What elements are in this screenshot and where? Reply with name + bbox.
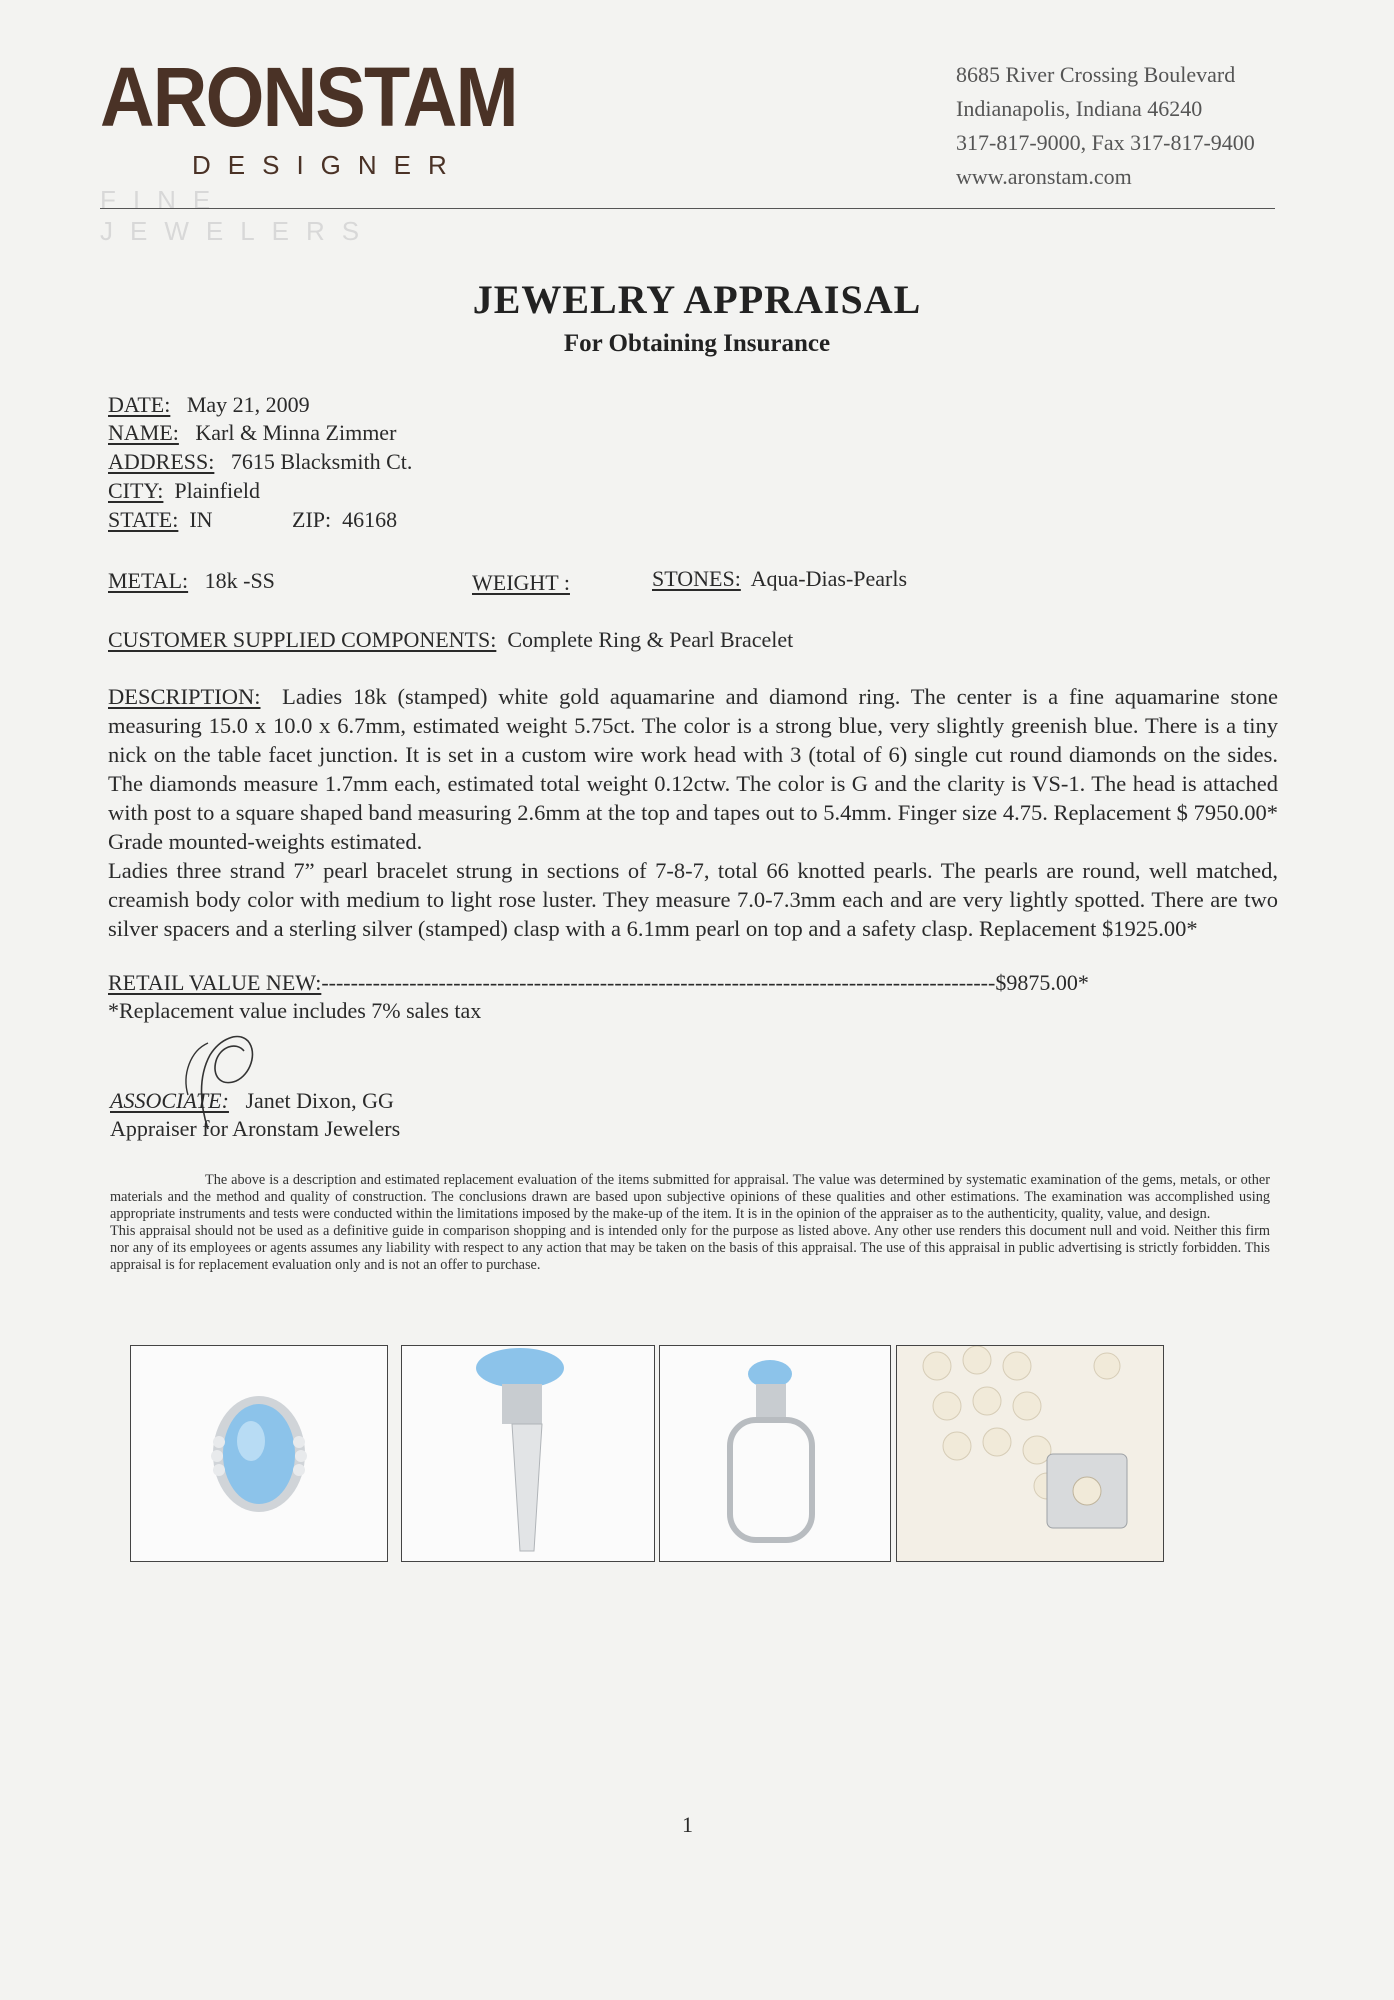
company-address [956,58,1255,194]
retail-leader: -------------------------------------------------------------------------------------------- [321,970,996,995]
logo-wordmark: ARONSTAM [100,50,517,144]
city-label: CITY: [108,478,164,503]
description-label: DESCRIPTION: [108,684,261,709]
stones-field [652,566,907,592]
logo-fine-jewelers: FINE JEWELERS [100,185,377,246]
appraiser-line: Appraiser for Aronstam Jewelers [110,1116,401,1141]
disclaimer-paragraph: The above is a description and estimated replacement evaluation of the items submitted for appraisal. The value was determined by systematic examination of the gems, metals, or other materials and the method and quality of construction. The conclusions drawn are based upon subjective opinions of these qualities and other estimations. The examination was accomplished using appropriate instruments and tests were conducted within the limitations imposed by the make-up of the item. It is in the opinion of the appraiser as to the authenticity, quality, value, and design. [110,1172,1270,1222]
website-line: www.aronstam.com [956,164,1132,189]
item-description [108,682,1278,943]
zip-field [292,507,397,533]
header-divider [100,208,1275,209]
associate-label: ASSOCIATE: [110,1088,229,1113]
state-value: IN [189,507,213,532]
ring-side-photo [401,1345,655,1562]
description-ring-text: Ladies 18k (stamped) white gold aquamarine and diamond ring. The center is a fine aquamarine stone measuring 15.0 x 10.0 x 6.7mm, estimated weight 5.75ct. The color is a strong blue, very slightly greenish blue. There is a tiny nick on the table facet junction. It is set in a custom wire work head with 3 (total of 6) single cut round diamonds on the sides. The diamonds measure 1.7mm each, estimated total weight 0.12ctw. The color is G and the clarity is VS-1. The head is attached with post to a square shaped band measuring 2.6mm at the top and tapes out to 5.4mm. Finger size 4.75. Replacement $ 7950.00* Grade mounted-weights estimated. [108,684,1279,854]
page-number: 1 [682,1812,693,1837]
address-line: Indianapolis, Indiana 46240 [956,96,1203,121]
name-value: Karl & Minna Zimmer [195,420,397,445]
document-subtitle: For Obtaining Insurance [563,330,831,357]
metal-value: 18k -SS [204,568,275,593]
zip-value: 46168 [342,507,398,532]
state-field [108,507,213,533]
ring-profile-photo [659,1345,891,1562]
associate-line [110,1088,394,1114]
description-bracelet: Ladies three strand 7” pearl bracelet strung in sections of 7-8-7, total 66 knotted pearls. The pearls are round, well matched, creamish body color with medium to light rose luster. They measure 7.0-7.3mm each and are very lightly spotted. There are two silver spacers and a sterling silver (stamped) clasp with a 6.1mm pearl on top and a safety clasp. Replacement $1925.00* [108,858,1278,941]
zip-label: ZIP: [292,507,332,532]
address-value: 7615 Blacksmith Ct. [230,449,413,474]
date-label: DATE: [108,392,171,417]
stones-label: STONES: [652,566,741,591]
address-label: ADDRESS: [108,449,215,474]
document-title: JEWELRY APPRAISAL [472,277,922,322]
retail-label: RETAIL VALUE NEW: [108,970,322,995]
pearl-bracelet-photo [896,1345,1164,1562]
address-line: 317-817-9000, Fax 317-817-9400 [956,130,1255,155]
stones-value: Aqua-Dias-Pearls [750,566,908,591]
date-value: May 21, 2009 [186,392,310,417]
metal-field [108,568,275,594]
name-field [108,420,396,446]
company-logo [100,50,517,246]
components-value: Complete Ring & Pearl Bracelet [507,627,794,652]
metal-label: METAL: [108,568,189,593]
disclaimer-paragraph: This appraisal should not be used as a definitive guide in comparison shopping and is intended only for the purpose as listed above. Any other use renders this document null and void. Neither this firm nor any of its employees or agents assumes any liability with respect to any action that may be taken on the basis of this appraisal. The use of this appraisal in public advertising is strictly forbidden. This appraisal is for replacement evaluation only and is not an offer to purchase. [110,1223,1270,1273]
date-field [108,392,310,418]
retail-value: $9875.00* [995,970,1089,995]
components-label: CUSTOMER SUPPLIED COMPONENTS: [108,627,497,652]
address-line: 8685 River Crossing Boulevard [956,62,1236,87]
ring-top-photo [130,1345,388,1562]
tax-note: *Replacement value includes 7% sales tax [108,998,482,1023]
associate-name: Janet Dixon, GG [245,1088,394,1113]
address-field [108,449,412,475]
retail-value-line [108,970,1278,996]
components-field [108,627,793,653]
weight-field [472,570,570,596]
city-field [108,478,260,504]
state-label: STATE: [108,507,179,532]
city-value: Plainfield [174,478,260,503]
name-label: NAME: [108,420,179,445]
logo-designer: DESIGNER [192,150,464,180]
description-ring [108,682,1278,856]
disclaimer [110,1172,1270,1274]
weight-label: WEIGHT : [472,570,570,595]
